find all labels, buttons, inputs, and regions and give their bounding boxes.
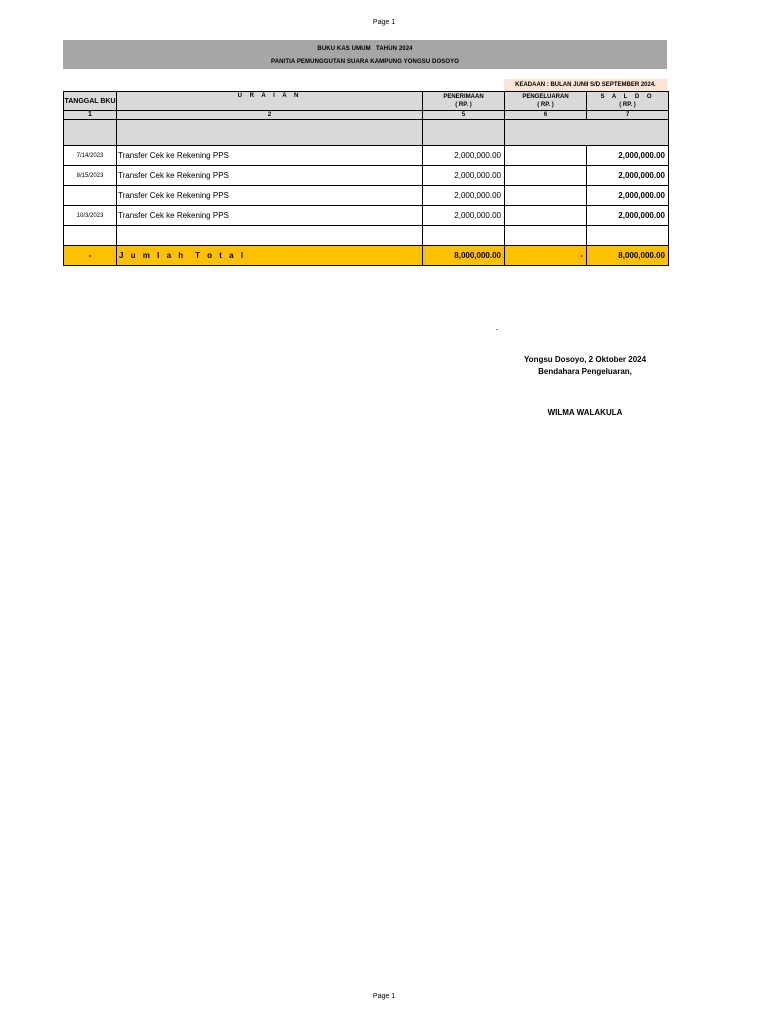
empty-row [64,226,669,246]
header-saldo-label: S A L D O [600,94,655,100]
column-number: 7 [587,111,669,120]
period-note: KEADAAN : BULAN JUNII S/D SEPTEMBER 2024. [504,79,667,91]
cell-pengeluaran [505,206,587,226]
empty-cell [117,226,423,246]
title-banner [63,40,667,69]
total-label: J u m l a h T o t a l [117,246,423,266]
cell-saldo: 2,000,000.00 [587,166,669,186]
empty-cell [505,226,587,246]
header-saldo-unit: ( RP. ) [619,102,636,108]
document-subtitle: PANITIA PEMUNGGUTAN SUARA KAMPUNG YONGSU DOSOYO [271,59,459,65]
header-pengeluaran [505,92,587,111]
signature-name: WILMA WALAKULA [547,408,623,417]
spacer-cell [64,120,117,146]
cell-date: 8/15/2023 [64,166,117,186]
spacer-cell [423,120,505,146]
cell-saldo: 2,000,000.00 [587,186,669,206]
header-penerimaan [423,92,505,111]
cell-saldo: 2,000,000.00 [587,146,669,166]
total-dash: - [64,246,117,266]
cell-description: Transfer Cek ke Rekening PPS [117,206,423,226]
spacer-row [64,120,669,146]
table-row [64,206,669,226]
spacer-cell [587,120,669,146]
cell-description: Transfer Cek ke Rekening PPS [117,166,423,186]
document-title: BUKU KAS UMUM TAHUN 2024 [317,46,413,52]
page-number-top: Page 1 [372,19,396,26]
table-header-row [64,92,669,111]
empty-cell [423,226,505,246]
column-number: 6 [505,111,587,120]
total-row [64,246,669,266]
table-row [64,166,669,186]
spacer-cell [117,120,423,146]
header-tanggal [64,92,117,111]
header-tanggal-label: TANGGAL BKU [64,97,116,105]
page-number-bottom: Page 1 [372,993,396,1000]
cell-saldo: 2,000,000.00 [587,206,669,226]
column-number-row [64,111,669,120]
cell-penerimaan: 2,000,000.00 [423,166,505,186]
empty-cell [587,226,669,246]
cell-description: Transfer Cek ke Rekening PPS [117,146,423,166]
table-row [64,186,669,206]
stray-mark: - [496,327,499,334]
cell-pengeluaran [505,146,587,166]
cell-date: 10/3/2023 [64,206,117,226]
empty-cell [64,226,117,246]
table-row [64,146,669,166]
cell-pengeluaran [505,166,587,186]
column-number: 1 [64,111,117,120]
total-saldo: 8,000,000.00 [587,246,669,266]
header-penerimaan-label: PENERIMAAN [443,94,484,100]
total-pengeluaran: - [505,246,587,266]
header-penerimaan-unit: ( RP. ) [455,102,472,108]
header-saldo [587,92,669,111]
cell-penerimaan: 2,000,000.00 [423,206,505,226]
header-uraian: U R A I A N [117,92,423,111]
cash-ledger-table [63,91,669,266]
cell-penerimaan: 2,000,000.00 [423,186,505,206]
cell-date [64,186,117,206]
header-pengeluaran-label: PENGELUARAN [522,94,569,100]
cell-penerimaan: 2,000,000.00 [423,146,505,166]
spacer-cell [505,120,587,146]
signature-role: Bendahara Pengeluaran, [538,367,632,376]
cell-description: Transfer Cek ke Rekening PPS [117,186,423,206]
column-number: 2 [117,111,423,120]
signature-place-date: Yongsu Dosoyo, 2 Oktober 2024 [523,355,647,364]
total-penerimaan: 8,000,000.00 [423,246,505,266]
cell-pengeluaran [505,186,587,206]
header-pengeluaran-unit: ( RP. ) [537,102,554,108]
column-number: 5 [423,111,505,120]
cell-date: 7/14/2023 [64,146,117,166]
